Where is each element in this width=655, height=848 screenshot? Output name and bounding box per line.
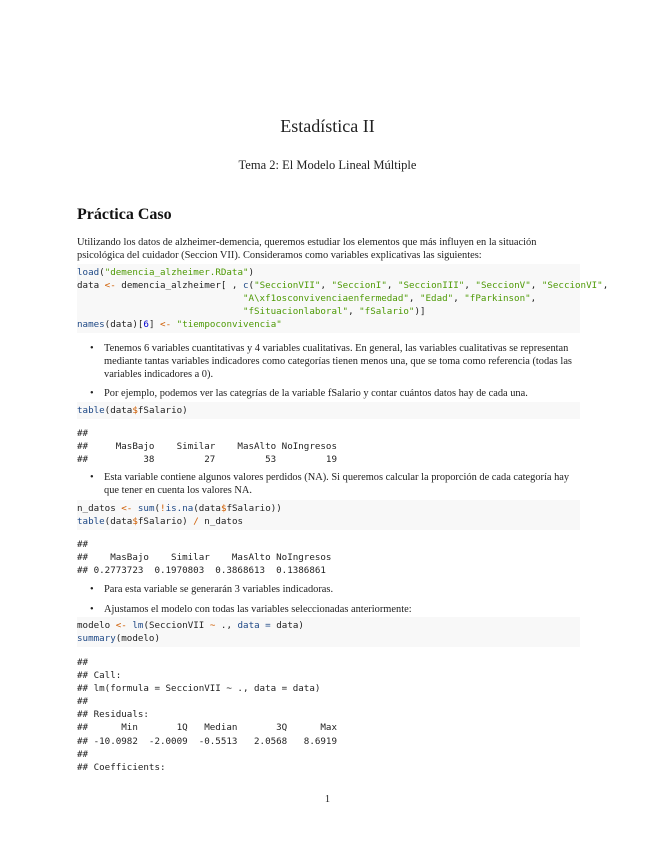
bullet-icon: • xyxy=(90,472,94,483)
code-token: <- xyxy=(104,280,116,292)
code-token: "demencia_alzheimer.RData" xyxy=(104,267,249,278)
bullet-icon: • xyxy=(90,604,94,615)
code-token: ! xyxy=(160,503,166,514)
code-output xyxy=(77,427,580,466)
output-line: ## MasBajo Similar MasAlto NoIngresos xyxy=(77,552,332,564)
list-item xyxy=(90,471,580,497)
intro-paragraph: Utilizando los datos de alzheimer-demencia, queremos estudiar los elementos que más influyen en la situación psicológica del cuidador (Seccion VII). Consideramos como variables explicativas las siguientes: xyxy=(77,237,537,262)
code-token: data = xyxy=(237,620,271,631)
code-token: names xyxy=(77,319,105,331)
code-token: "SeccionIII" xyxy=(397,280,465,292)
code-token: (data xyxy=(193,503,221,514)
output-line: ## -10.0982 -2.0009 -0.5513 2.0568 8.6919 xyxy=(77,735,337,747)
bullet-icon: • xyxy=(90,343,94,354)
code-token: table xyxy=(77,405,105,416)
output-line: ## xyxy=(77,696,89,708)
document-title: Estadística II xyxy=(280,116,375,136)
code-token: "fParkinson" xyxy=(464,293,531,305)
code-token: "Edad" xyxy=(419,293,454,305)
code-token: "fSalario" xyxy=(359,306,415,318)
output-line: ## xyxy=(77,748,89,760)
output-line: ## xyxy=(77,657,89,668)
list-item-text: Ajustamos el modelo con todas las variables seleccionadas anteriormente: xyxy=(104,604,412,615)
output-line: ## lm(formula = SeccionVII ~ ., data = data) xyxy=(77,683,321,695)
code-token: n_datos xyxy=(198,516,244,528)
list-item xyxy=(90,603,580,616)
output-line: ## Coefficients: xyxy=(77,761,166,773)
code-token: demencia_alzheimer[ , xyxy=(115,280,243,292)
code-token: "SeccionVI" xyxy=(541,280,603,292)
output-line: ## MasBajo Similar MasAlto NoIngresos xyxy=(77,441,337,453)
code-token: table xyxy=(77,516,105,528)
list-item xyxy=(90,583,580,596)
output-line: ## Min 1Q Median 3Q Max xyxy=(77,722,337,734)
list-item-text: Por ejemplo, podemos ver las categrías de la variable fSalario y contar cuántos datos hay de cada una. xyxy=(104,388,528,399)
code-token: is.na xyxy=(165,503,194,514)
code-token: "SeccionV" xyxy=(475,280,531,292)
code-token: ( xyxy=(154,503,161,514)
code-token: fSalario) xyxy=(137,405,188,416)
code-token: (data)[ xyxy=(104,319,144,331)
list-item xyxy=(90,342,580,382)
code-token: 6 xyxy=(143,319,149,331)
code-block-model xyxy=(77,617,580,647)
page-number: 1 xyxy=(324,794,331,805)
bullet-icon: • xyxy=(90,388,94,399)
code-token: "fSituacionlaboral" xyxy=(242,306,349,318)
code-token: "SeccionI" xyxy=(331,280,387,292)
code-token: <- xyxy=(115,620,127,631)
code-token: modelo xyxy=(77,620,116,631)
code-token: $ xyxy=(220,503,227,514)
code-token: ] xyxy=(148,319,161,331)
output-line: ## Residuals: xyxy=(77,709,149,721)
output-line: ## xyxy=(77,428,89,439)
list-item-text: Tenemos 6 variables cuantitativas y 4 variables cualitativas. En general, las variables cualitativas se representan mediante tantas variables indicadores como categorías tienen menos una, que se toma como referencia (todas las variables indicadores a 0). xyxy=(104,343,572,381)
code-token: n_datos xyxy=(77,503,122,514)
code-output xyxy=(77,656,580,774)
code-block-proportions xyxy=(77,500,580,530)
code-token: "tiempoconvivencia" xyxy=(176,319,282,331)
output-line: ## 0.2773723 0.1970803 0.3868613 0.1386861 xyxy=(77,565,326,577)
document-subtitle: Tema 2: El Modelo Lineal Múltiple xyxy=(238,158,417,172)
list-item-text: Esta variable contiene algunos valores perdidos (NA). Si queremos calcular la proporción de cada categoría hay que tener en cuenta los valores NA. xyxy=(104,472,570,497)
bullet-icon: • xyxy=(90,584,94,595)
output-line: ## Call: xyxy=(77,670,122,682)
code-token: data xyxy=(77,280,105,292)
code-token: ., xyxy=(215,620,238,631)
code-token: (SeccionVII xyxy=(143,620,210,631)
output-line: ## xyxy=(77,539,89,550)
list-item xyxy=(90,387,580,400)
code-token: / xyxy=(193,516,199,528)
code-token: "SeccionVII" xyxy=(254,280,321,292)
code-block-table xyxy=(77,402,580,419)
code-token: "A\xf1osconvivenciaenfermedad" xyxy=(242,293,409,305)
code-token: fSalario) xyxy=(137,516,194,528)
code-token: sum xyxy=(137,503,155,514)
code-token: <- xyxy=(160,319,172,331)
code-token: $ xyxy=(132,516,138,528)
code-token: ~ xyxy=(209,620,216,631)
code-output xyxy=(77,538,580,577)
code-token: (data xyxy=(104,516,133,528)
section-heading: Práctica Caso xyxy=(77,206,172,223)
list-item-text: Para esta variable se generarán 3 variables indicadoras. xyxy=(104,584,334,595)
code-token: fSalario)) xyxy=(226,503,282,514)
code-token: load xyxy=(77,267,100,278)
code-token: (modelo) xyxy=(115,633,160,645)
code-token: c xyxy=(242,280,249,292)
code-token: data) xyxy=(270,620,304,631)
code-token: (data xyxy=(104,405,133,416)
code-token: lm xyxy=(132,620,144,631)
code-token: $ xyxy=(132,405,138,416)
code-block-load: load("demencia_alzheimer.RData") data <- demencia_alzheimer[ , c("SeccionVII", "SeccionI", "SeccionIII", "SeccionV", "SeccionVI", "A\xf1osconvivenciaenfermedad", "Edad", "fParkinson", "fSituacionlaboral", "fSalario")] names(data)[6] <- "tiempoconvivencia" xyxy=(77,264,580,333)
code-token: <- xyxy=(121,503,133,514)
code-token: summary xyxy=(77,633,116,645)
output-line: ## 38 27 53 19 xyxy=(77,454,337,466)
